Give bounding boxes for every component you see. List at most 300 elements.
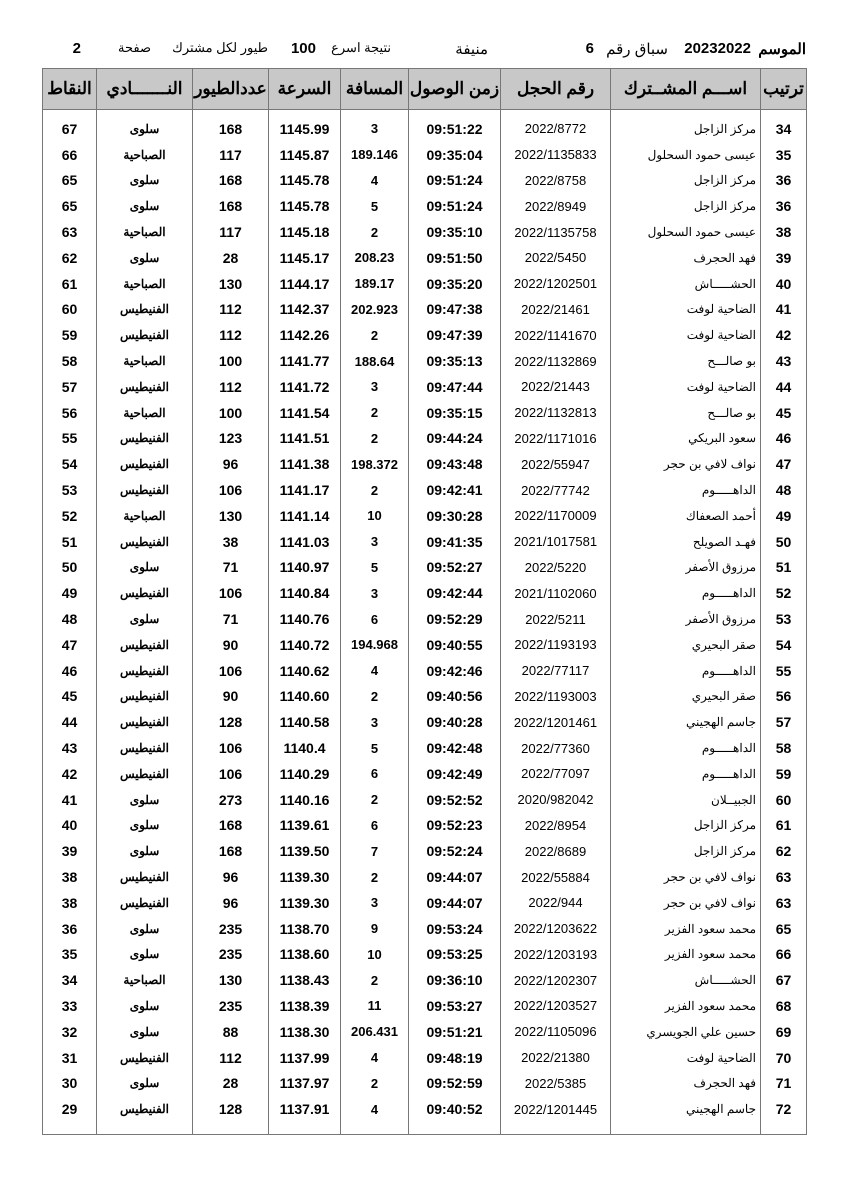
ring-number-cell: 2022/1203527 xyxy=(501,993,611,1019)
points-cell: 67 xyxy=(43,110,97,142)
participant-name-cell: عيسى حمود السحلول xyxy=(611,142,761,168)
result-label: نتيجة اسرع xyxy=(331,40,391,55)
ring-number-cell: 2022/77360 xyxy=(501,735,611,761)
rank-cell: 35 xyxy=(761,142,807,168)
distance-cell: 3 xyxy=(341,890,409,916)
bird-count-cell: 168 xyxy=(193,168,269,194)
club-cell: سلوى xyxy=(97,245,193,271)
rank-cell: 57 xyxy=(761,709,807,735)
speed-cell: 1141.77 xyxy=(269,348,341,374)
arrival-time-cell: 09:52:29 xyxy=(409,606,501,632)
bird-count-cell: 100 xyxy=(193,400,269,426)
arrival-time-cell: 09:35:10 xyxy=(409,219,501,245)
distance-cell: 2 xyxy=(341,967,409,993)
table-row xyxy=(43,374,807,400)
table-row xyxy=(43,890,807,916)
club-cell: الصباحية xyxy=(97,271,193,297)
bird-count-cell: 168 xyxy=(193,813,269,839)
arrival-time-cell: 09:35:20 xyxy=(409,271,501,297)
points-cell: 59 xyxy=(43,322,97,348)
ring-number-cell: 2022/5450 xyxy=(501,245,611,271)
top-count: 100 xyxy=(290,40,316,57)
club-cell: سلوى xyxy=(97,1019,193,1045)
page-number: 2 xyxy=(72,40,81,57)
rank-cell: 34 xyxy=(761,110,807,142)
bird-count-cell: 128 xyxy=(193,709,269,735)
arrival-time-cell: 09:42:48 xyxy=(409,735,501,761)
participant-name-cell: محمد سعود الفزير xyxy=(611,993,761,1019)
ring-number-cell: 2022/1135758 xyxy=(501,219,611,245)
rank-cell: 51 xyxy=(761,555,807,581)
bird-count-cell: 235 xyxy=(193,993,269,1019)
bird-count-cell: 71 xyxy=(193,606,269,632)
club-cell: الفنيطيس xyxy=(97,864,193,890)
empty-cell xyxy=(501,1122,611,1135)
ring-number-cell: 2022/1132869 xyxy=(501,348,611,374)
table-row xyxy=(43,168,807,194)
rank-cell: 68 xyxy=(761,993,807,1019)
participant-name-cell: محمد سعود الفزير xyxy=(611,916,761,942)
table-row xyxy=(43,658,807,684)
ring-number-cell: 2022/1202307 xyxy=(501,967,611,993)
ring-number-cell: 2022/5385 xyxy=(501,1070,611,1096)
participant-name-cell: مرزوق الأصفر xyxy=(611,555,761,581)
bird-count-cell: 96 xyxy=(193,451,269,477)
distance-cell: 189.17 xyxy=(341,271,409,297)
rank-cell: 65 xyxy=(761,916,807,942)
speed-cell: 1138.70 xyxy=(269,916,341,942)
per-label: طيور لكل مشترك xyxy=(172,40,268,55)
ring-number-cell: 2022/1193003 xyxy=(501,684,611,710)
distance-cell: 189.146 xyxy=(341,142,409,168)
points-cell: 50 xyxy=(43,555,97,581)
table-row xyxy=(43,580,807,606)
speed-cell: 1137.97 xyxy=(269,1070,341,1096)
club-cell: الصباحية xyxy=(97,348,193,374)
club-cell: سلوى xyxy=(97,942,193,968)
table-row xyxy=(43,787,807,813)
speed-cell: 1139.50 xyxy=(269,838,341,864)
arrival-time-cell: 09:53:24 xyxy=(409,916,501,942)
bird-count-cell: 100 xyxy=(193,348,269,374)
rank-cell: 49 xyxy=(761,503,807,529)
table-row xyxy=(43,632,807,658)
rank-cell: 52 xyxy=(761,580,807,606)
club-cell: الفنيطيس xyxy=(97,761,193,787)
table-row xyxy=(43,993,807,1019)
arrival-time-cell: 09:47:38 xyxy=(409,297,501,323)
results-table xyxy=(42,68,807,1135)
points-cell: 31 xyxy=(43,1045,97,1071)
distance-cell: 5 xyxy=(341,193,409,219)
ring-number-cell: 2022/55884 xyxy=(501,864,611,890)
arrival-time-cell: 09:42:49 xyxy=(409,761,501,787)
bird-count-cell: 117 xyxy=(193,142,269,168)
speed-cell: 1139.61 xyxy=(269,813,341,839)
arrival-time-cell: 09:40:55 xyxy=(409,632,501,658)
club-cell: سلوى xyxy=(97,838,193,864)
bird-count-cell: 130 xyxy=(193,503,269,529)
club-cell: الفنيطيس xyxy=(97,632,193,658)
participant-name-cell: فهد الحجرف xyxy=(611,245,761,271)
participant-name-cell: حسين علي الجويسري xyxy=(611,1019,761,1045)
distance-cell: 202.923 xyxy=(341,297,409,323)
arrival-time-cell: 09:36:10 xyxy=(409,967,501,993)
rank-cell: 43 xyxy=(761,348,807,374)
rank-cell: 66 xyxy=(761,942,807,968)
club-cell: الفنيطيس xyxy=(97,580,193,606)
speed-cell: 1137.99 xyxy=(269,1045,341,1071)
empty-cell xyxy=(341,1122,409,1135)
participant-name-cell: عيسى حمود السحلول xyxy=(611,219,761,245)
speed-cell: 1140.76 xyxy=(269,606,341,632)
distance-cell: 208.23 xyxy=(341,245,409,271)
points-cell: 43 xyxy=(43,735,97,761)
arrival-time-cell: 09:52:59 xyxy=(409,1070,501,1096)
points-cell: 45 xyxy=(43,684,97,710)
distance-cell: 5 xyxy=(341,735,409,761)
speed-cell: 1145.78 xyxy=(269,168,341,194)
bird-count-cell: 130 xyxy=(193,271,269,297)
season: 20232022 xyxy=(684,40,751,57)
bird-count-cell: 90 xyxy=(193,632,269,658)
distance-cell: 3 xyxy=(341,709,409,735)
speed-cell: 1140.62 xyxy=(269,658,341,684)
table-row xyxy=(43,555,807,581)
speed-cell: 1142.26 xyxy=(269,322,341,348)
speed-cell: 1138.60 xyxy=(269,942,341,968)
points-cell: 29 xyxy=(43,1096,97,1122)
arrival-time-cell: 09:52:24 xyxy=(409,838,501,864)
table-row xyxy=(43,110,807,142)
bird-count-cell: 106 xyxy=(193,658,269,684)
points-cell: 35 xyxy=(43,942,97,968)
points-cell: 44 xyxy=(43,709,97,735)
rank-cell: 36 xyxy=(761,193,807,219)
table-row xyxy=(43,1019,807,1045)
points-cell: 57 xyxy=(43,374,97,400)
table-row xyxy=(43,348,807,374)
ring-number-cell: 2022/77117 xyxy=(501,658,611,684)
speed-cell: 1138.43 xyxy=(269,967,341,993)
participant-name-cell: الضاحية لوفت xyxy=(611,1045,761,1071)
rank-cell: 56 xyxy=(761,684,807,710)
ring-number-cell: 2021/1102060 xyxy=(501,580,611,606)
table-row xyxy=(43,942,807,968)
distance-cell: 206.431 xyxy=(341,1019,409,1045)
points-cell: 65 xyxy=(43,168,97,194)
empty-cell xyxy=(97,1122,193,1135)
speed-cell: 1140.4 xyxy=(269,735,341,761)
participant-name-cell: مركز الزاجل xyxy=(611,838,761,864)
bird-count-cell: 235 xyxy=(193,916,269,942)
bird-count-cell: 106 xyxy=(193,735,269,761)
speed-cell: 1140.97 xyxy=(269,555,341,581)
arrival-time-cell: 09:52:27 xyxy=(409,555,501,581)
rank-cell: 38 xyxy=(761,219,807,245)
rank-cell: 44 xyxy=(761,374,807,400)
ring-number-cell: 2022/55947 xyxy=(501,451,611,477)
points-cell: 61 xyxy=(43,271,97,297)
points-cell: 47 xyxy=(43,632,97,658)
points-cell: 65 xyxy=(43,193,97,219)
empty-cell xyxy=(193,1122,269,1135)
ring-number-cell: 2022/1201461 xyxy=(501,709,611,735)
participant-name-cell: فهـد الصويلح xyxy=(611,529,761,555)
participant-name-cell: الحشـــــاش xyxy=(611,967,761,993)
points-cell: 34 xyxy=(43,967,97,993)
arrival-time-cell: 09:41:35 xyxy=(409,529,501,555)
points-cell: 58 xyxy=(43,348,97,374)
bird-count-cell: 96 xyxy=(193,864,269,890)
table-row xyxy=(43,400,807,426)
table-row xyxy=(43,297,807,323)
ring-number-cell: 2021/1017581 xyxy=(501,529,611,555)
season-label: الموسم xyxy=(758,41,806,58)
table-header xyxy=(43,69,807,110)
rank-cell: 54 xyxy=(761,632,807,658)
arrival-time-cell: 09:40:56 xyxy=(409,684,501,710)
bird-count-cell: 90 xyxy=(193,684,269,710)
ring-number-cell: 2020/982042 xyxy=(501,787,611,813)
bird-count-cell: 130 xyxy=(193,967,269,993)
club-cell: الفنيطيس xyxy=(97,1045,193,1071)
ring-number-cell: 2022/1193193 xyxy=(501,632,611,658)
rank-cell: 40 xyxy=(761,271,807,297)
rank-cell: 58 xyxy=(761,735,807,761)
column-header-speed: السرعة xyxy=(269,69,341,110)
column-header-club: النـــــــادي xyxy=(97,69,193,110)
speed-cell: 1140.84 xyxy=(269,580,341,606)
rank-cell: 59 xyxy=(761,761,807,787)
speed-cell: 1144.17 xyxy=(269,271,341,297)
ring-number-cell: 2022/21380 xyxy=(501,1045,611,1071)
arrival-time-cell: 09:35:13 xyxy=(409,348,501,374)
ring-number-cell: 2022/1201445 xyxy=(501,1096,611,1122)
distance-cell: 3 xyxy=(341,110,409,142)
arrival-time-cell: 09:42:41 xyxy=(409,477,501,503)
ring-number-cell: 2022/5211 xyxy=(501,606,611,632)
ring-number-cell: 2022/1170009 xyxy=(501,503,611,529)
rank-cell: 48 xyxy=(761,477,807,503)
table-row xyxy=(43,1096,807,1122)
participant-name-cell: جاسم الهجيني xyxy=(611,709,761,735)
distance-cell: 3 xyxy=(341,374,409,400)
distance-cell: 2 xyxy=(341,477,409,503)
bird-count-cell: 168 xyxy=(193,110,269,142)
ring-number-cell: 2022/21461 xyxy=(501,297,611,323)
bird-count-cell: 112 xyxy=(193,374,269,400)
participant-name-cell: الجبيــلان xyxy=(611,787,761,813)
bird-count-cell: 273 xyxy=(193,787,269,813)
arrival-time-cell: 09:44:24 xyxy=(409,426,501,452)
club-cell: سلوى xyxy=(97,1070,193,1096)
ring-number-cell: 2022/1105096 xyxy=(501,1019,611,1045)
club-cell: سلوى xyxy=(97,813,193,839)
participant-name-cell: محمد سعود الفزير xyxy=(611,942,761,968)
table-row xyxy=(43,271,807,297)
club-cell: الصباحية xyxy=(97,400,193,426)
ring-number-cell: 2022/944 xyxy=(501,890,611,916)
club-cell: سلوى xyxy=(97,110,193,142)
race-number: 6 xyxy=(585,40,594,57)
speed-cell: 1140.72 xyxy=(269,632,341,658)
rank-cell: 60 xyxy=(761,787,807,813)
column-header-bird-count: عددالطيور xyxy=(193,69,269,110)
distance-cell: 10 xyxy=(341,503,409,529)
empty-cell xyxy=(409,1122,501,1135)
club-cell: الصباحية xyxy=(97,219,193,245)
participant-name-cell: فهد الحجرف xyxy=(611,1070,761,1096)
club-cell: سلوى xyxy=(97,916,193,942)
points-cell: 40 xyxy=(43,813,97,839)
column-header-rank: ترتيب xyxy=(761,69,807,110)
table-row xyxy=(43,477,807,503)
points-cell: 49 xyxy=(43,580,97,606)
club-cell: الفنيطيس xyxy=(97,529,193,555)
rank-cell: 71 xyxy=(761,1070,807,1096)
points-cell: 36 xyxy=(43,916,97,942)
distance-cell: 2 xyxy=(341,864,409,890)
points-cell: 48 xyxy=(43,606,97,632)
club-cell: سلوى xyxy=(97,606,193,632)
participant-name-cell: الداهـــــوم xyxy=(611,735,761,761)
speed-cell: 1137.91 xyxy=(269,1096,341,1122)
arrival-time-cell: 09:52:23 xyxy=(409,813,501,839)
distance-cell: 4 xyxy=(341,168,409,194)
club-cell: سلوى xyxy=(97,193,193,219)
arrival-time-cell: 09:51:24 xyxy=(409,193,501,219)
participant-name-cell: مركز الزاجل xyxy=(611,813,761,839)
speed-cell: 1141.14 xyxy=(269,503,341,529)
ring-number-cell: 2022/21443 xyxy=(501,374,611,400)
speed-cell: 1140.16 xyxy=(269,787,341,813)
participant-name-cell: الداهـــــوم xyxy=(611,477,761,503)
ring-number-cell: 2022/77742 xyxy=(501,477,611,503)
arrival-time-cell: 09:30:28 xyxy=(409,503,501,529)
table-row xyxy=(43,1070,807,1096)
distance-cell: 11 xyxy=(341,993,409,1019)
speed-cell: 1145.99 xyxy=(269,110,341,142)
club-cell: سلوى xyxy=(97,787,193,813)
club-cell: الفنيطيس xyxy=(97,684,193,710)
rank-cell: 45 xyxy=(761,400,807,426)
bird-count-cell: 106 xyxy=(193,580,269,606)
arrival-time-cell: 09:44:07 xyxy=(409,890,501,916)
arrival-time-cell: 09:42:46 xyxy=(409,658,501,684)
club-cell: الفنيطيس xyxy=(97,890,193,916)
speed-cell: 1140.29 xyxy=(269,761,341,787)
bird-count-cell: 123 xyxy=(193,426,269,452)
club-cell: الفنيطيس xyxy=(97,735,193,761)
participant-name-cell: سعود البريكي xyxy=(611,426,761,452)
column-header-distance: المسافة xyxy=(341,69,409,110)
distance-cell: 9 xyxy=(341,916,409,942)
rank-cell: 36 xyxy=(761,168,807,194)
arrival-time-cell: 09:40:28 xyxy=(409,709,501,735)
participant-name-cell: الضاحية لوفت xyxy=(611,374,761,400)
speed-cell: 1145.17 xyxy=(269,245,341,271)
participant-name-cell: صقر البحيري xyxy=(611,684,761,710)
points-cell: 39 xyxy=(43,838,97,864)
ring-number-cell: 2022/1141670 xyxy=(501,322,611,348)
points-cell: 60 xyxy=(43,297,97,323)
arrival-time-cell: 09:51:50 xyxy=(409,245,501,271)
ring-number-cell: 2022/8772 xyxy=(501,110,611,142)
ring-number-cell: 2022/8954 xyxy=(501,813,611,839)
club-cell: الفنيطيس xyxy=(97,426,193,452)
speed-cell: 1140.60 xyxy=(269,684,341,710)
rank-cell: 61 xyxy=(761,813,807,839)
table-row xyxy=(43,219,807,245)
club-cell: الفنيطيس xyxy=(97,658,193,684)
arrival-time-cell: 09:51:22 xyxy=(409,110,501,142)
column-header-points: النقاط xyxy=(43,69,97,110)
bird-count-cell: 112 xyxy=(193,297,269,323)
points-cell: 63 xyxy=(43,219,97,245)
rank-cell: 72 xyxy=(761,1096,807,1122)
bird-count-cell: 96 xyxy=(193,890,269,916)
distance-cell: 6 xyxy=(341,761,409,787)
table-row xyxy=(43,709,807,735)
participant-name-cell: بو صالـــح xyxy=(611,400,761,426)
table-row xyxy=(43,735,807,761)
points-cell: 32 xyxy=(43,1019,97,1045)
table-row xyxy=(43,813,807,839)
table-row xyxy=(43,606,807,632)
participant-name-cell: الداهـــــوم xyxy=(611,658,761,684)
distance-cell: 2 xyxy=(341,684,409,710)
ring-number-cell: 2022/5220 xyxy=(501,555,611,581)
points-cell: 33 xyxy=(43,993,97,1019)
club-cell: سلوى xyxy=(97,168,193,194)
distance-cell: 2 xyxy=(341,322,409,348)
empty-cell xyxy=(43,1122,97,1135)
ring-number-cell: 2022/1202501 xyxy=(501,271,611,297)
ring-number-cell: 2022/8689 xyxy=(501,838,611,864)
rank-cell: 55 xyxy=(761,658,807,684)
arrival-time-cell: 09:35:04 xyxy=(409,142,501,168)
points-cell: 30 xyxy=(43,1070,97,1096)
points-cell: 62 xyxy=(43,245,97,271)
ring-number-cell: 2022/1203193 xyxy=(501,942,611,968)
table-row xyxy=(43,426,807,452)
points-cell: 51 xyxy=(43,529,97,555)
bird-count-cell: 168 xyxy=(193,838,269,864)
empty-cell xyxy=(269,1122,341,1135)
arrival-time-cell: 09:51:21 xyxy=(409,1019,501,1045)
speed-cell: 1139.30 xyxy=(269,890,341,916)
bird-count-cell: 88 xyxy=(193,1019,269,1045)
rank-cell: 39 xyxy=(761,245,807,271)
arrival-time-cell: 09:40:52 xyxy=(409,1096,501,1122)
points-cell: 52 xyxy=(43,503,97,529)
club-cell: الصباحية xyxy=(97,503,193,529)
table-row xyxy=(43,322,807,348)
location: منيفة xyxy=(455,41,488,58)
table-row xyxy=(43,1045,807,1071)
club-cell: الصباحية xyxy=(97,142,193,168)
speed-cell: 1141.51 xyxy=(269,426,341,452)
rank-cell: 67 xyxy=(761,967,807,993)
speed-cell: 1145.87 xyxy=(269,142,341,168)
rank-cell: 53 xyxy=(761,606,807,632)
club-cell: الصباحية xyxy=(97,967,193,993)
report-header xyxy=(48,40,806,64)
column-header-arrival-time: زمن الوصول xyxy=(409,69,501,110)
distance-cell: 2 xyxy=(341,219,409,245)
distance-cell: 188.64 xyxy=(341,348,409,374)
